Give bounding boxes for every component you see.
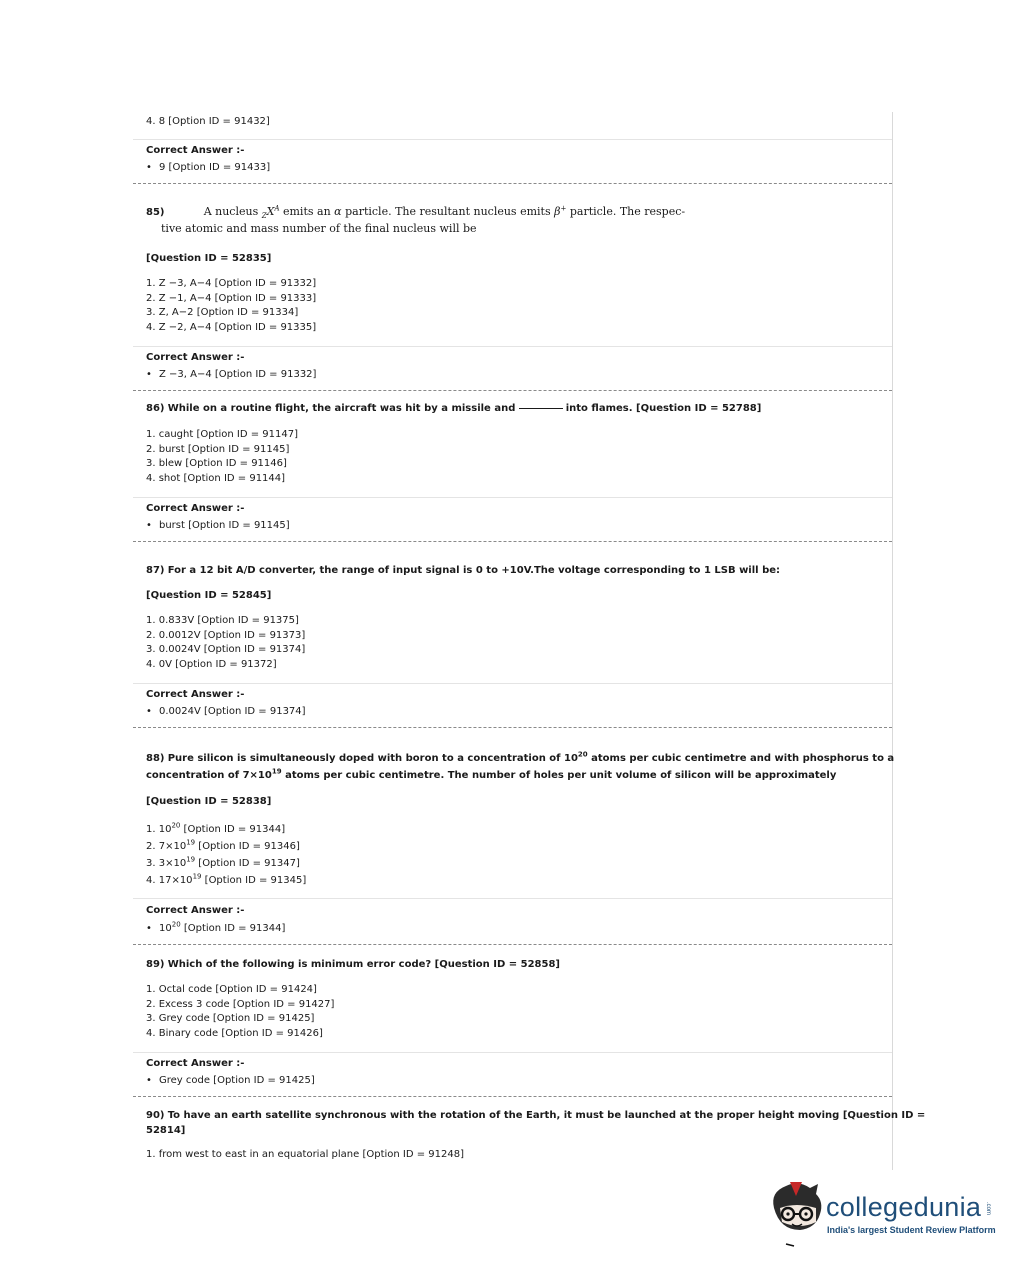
question-separator: [133, 541, 892, 542]
divider: [133, 139, 892, 140]
option-item: 1. Z −3, A−4 [Option ID = 91332]: [146, 278, 317, 289]
option-item: 3. 0.0024V [Option ID = 91374]: [146, 644, 306, 656]
correct-answer-value: • 0.0024V [Option ID = 91374]: [146, 706, 306, 717]
question-text-line2: 52814]: [146, 1125, 186, 1136]
correct-answer-label: Correct Answer :-: [146, 352, 245, 363]
brand-dotcom: .com: [985, 1202, 991, 1216]
correct-answer-label: Correct Answer :-: [146, 689, 245, 700]
question-separator: [133, 390, 892, 391]
beta-symbol: β+: [554, 204, 567, 218]
alpha-symbol: α: [334, 205, 342, 218]
correct-answer-value: • Z −3, A−4 [Option ID = 91332]: [146, 369, 317, 380]
option-item: 1. caught [Option ID = 91147]: [146, 429, 299, 440]
option-item: 2. Z −1, A−4 [Option ID = 91333]: [146, 292, 317, 304]
options-list: [146, 821, 306, 889]
brand-tagline: India's largest Student Review Platform: [827, 1225, 996, 1235]
question-text: A nucleus $_ZX^A$ emits an α particle. The resultant nucleus emits β+ particle. The respec-: [203, 204, 686, 221]
correct-answer-label: Correct Answer :-: [146, 503, 245, 514]
divider: [133, 1052, 892, 1053]
options-list: [146, 614, 305, 672]
option-item: 4. $17\times 10^{19}$ [Option ID = 91345]: [146, 872, 307, 886]
correct-answer-label: Correct Answer :-: [146, 905, 245, 916]
question-number: 85): [146, 207, 165, 218]
nucleus-symbol: $_ZX^A$: [261, 204, 280, 221]
divider: [133, 346, 892, 347]
option-item: 3. Z, A−2 [Option ID = 91334]: [146, 307, 299, 319]
options-list: [146, 983, 334, 1041]
question-89: 89) Which of the following is minimum error code? [Question ID = 52858]: [146, 959, 561, 970]
divider: [133, 497, 892, 498]
question-separator: [133, 944, 892, 945]
option-item: 1. $10^{20}$ [Option ID = 91344]: [146, 821, 286, 835]
option-item: 2. burst [Option ID = 91145]: [146, 443, 290, 455]
mascot-icon: [766, 1178, 828, 1250]
option-item: 4. 0V [Option ID = 91372]: [146, 658, 277, 670]
correct-answer-label: Correct Answer :-: [146, 145, 245, 156]
option-item: 4. Binary code [Option ID = 91426]: [146, 1027, 323, 1039]
option-item: 1. Octal code [Option ID = 91424]: [146, 984, 317, 995]
correct-answer-label: Correct Answer :-: [146, 1058, 245, 1069]
correct-answer-value: • burst [Option ID = 91145]: [146, 520, 290, 531]
question-text-line2: concentration of $7\times 10^{19}$ atoms per cubic centimetre. The number of holes per unit volume of silicon will be approximately: [146, 767, 837, 781]
option-item: 2. $7\times 10^{19}$ [Option ID = 91346]: [146, 838, 300, 852]
option-item: 1. from west to east in an equatorial plane [Option ID = 91248]: [146, 1149, 465, 1160]
option-item: 4. Z −2, A−4 [Option ID = 91335]: [146, 321, 317, 333]
question-text-line2: tive atomic and mass number of the final nucleus will be: [161, 222, 477, 235]
question-separator: [133, 1096, 892, 1097]
option-item: 3. blew [Option ID = 91146]: [146, 458, 287, 470]
divider: [133, 898, 892, 899]
correct-answer-value: • $10^{20}$ [Option ID = 91344]: [146, 920, 286, 934]
question-id: [Question ID = 52845]: [146, 590, 272, 601]
question-86: 86) While on a routine flight, the aircraft was hit by a missile and into flames. [Question ID = 52788]: [146, 403, 762, 414]
divider: [133, 683, 892, 684]
question-paper-page: [133, 112, 926, 1170]
question-90: 90) To have an earth satellite synchronous with the rotation of the Earth, it must be launched at the proper height moving [Question ID =: [146, 1110, 926, 1121]
option-item: 2. 0.0012V [Option ID = 91373]: [146, 629, 306, 641]
question-88: 88) Pure silicon is simultaneously doped with boron to a concentration of $10^{20}$ atoms per cubic centimetre and with phosphorus to a: [146, 750, 895, 764]
option-item: 4. shot [Option ID = 91144]: [146, 472, 286, 484]
question-separator: [133, 727, 892, 728]
question-id: [Question ID = 52835]: [146, 253, 272, 264]
option-item: 2. Excess 3 code [Option ID = 91427]: [146, 998, 335, 1010]
question-87: 87) For a 12 bit A/D converter, the range of input signal is 0 to +10V.The voltage corresponding to 1 LSB will be:: [146, 565, 781, 576]
correct-answer-value: • Grey code [Option ID = 91425]: [146, 1075, 315, 1086]
options-list: [146, 277, 316, 335]
option-item: 1. 0.833V [Option ID = 91375]: [146, 615, 299, 626]
question-separator: [133, 183, 892, 184]
correct-answer-value: • 9 [Option ID = 91433]: [146, 162, 271, 173]
question-id: [Question ID = 52838]: [146, 796, 272, 807]
option-line: 4. 8 [Option ID = 91432]: [146, 116, 270, 127]
option-item: 3. $3\times 10^{19}$ [Option ID = 91347]: [146, 855, 300, 869]
options-list: [146, 428, 298, 486]
blank-line: [519, 408, 563, 409]
brand-name: collegedunia: [826, 1192, 982, 1222]
option-item: 3. Grey code [Option ID = 91425]: [146, 1013, 315, 1025]
